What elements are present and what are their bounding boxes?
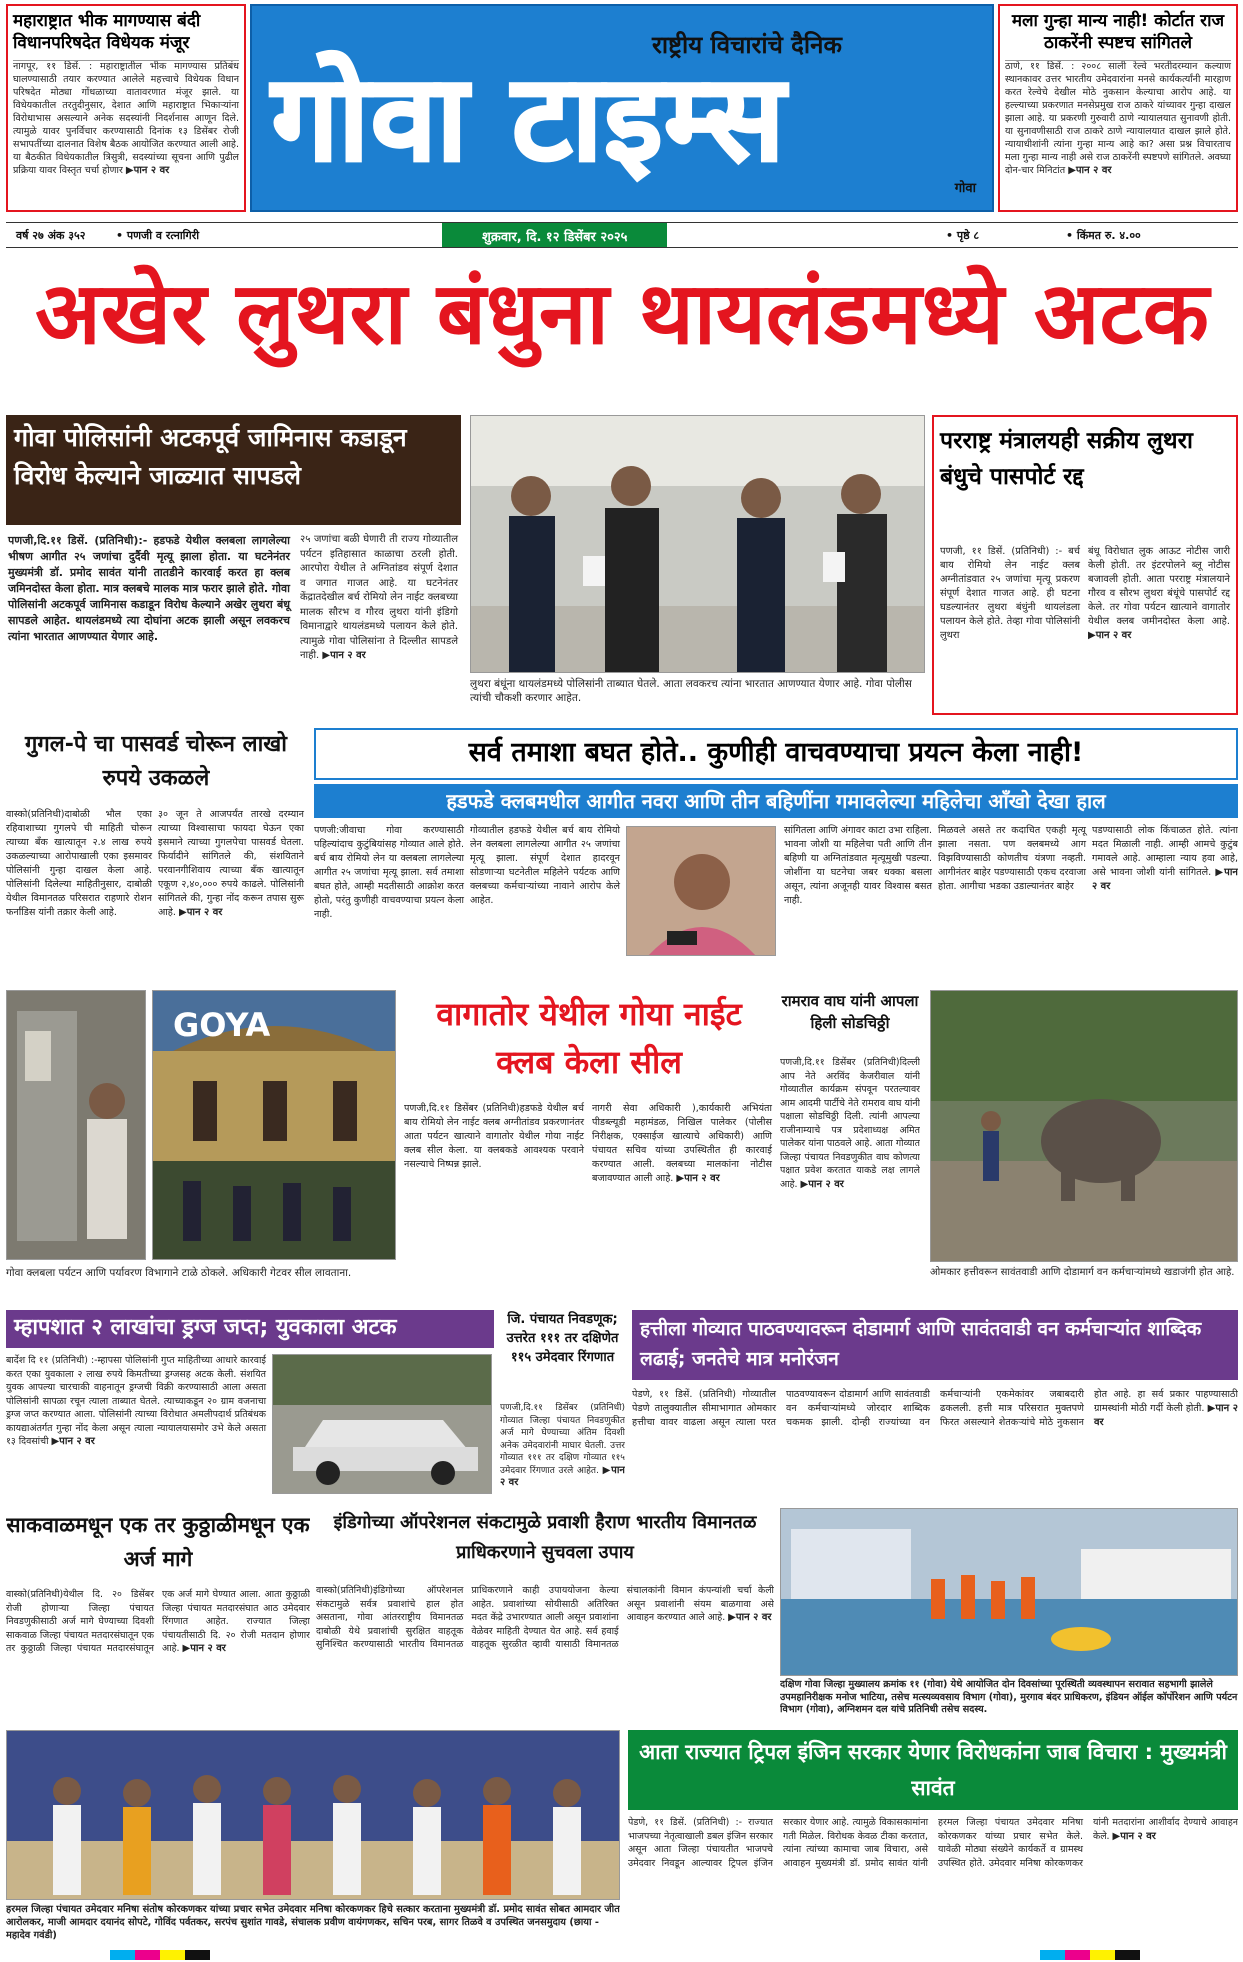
sakwal-body: वास्को(प्रतिनिधी)येथील दि. २० डिसेंबर रोजी होणाऱ्या जिल्हा पंचायत निवडणुकीसाठी अर्ज मागे घेण्याच्या दिवशी साकवाळ जिल्हा पंचायत मतदारसंघातून एक तर कुठ्ठाळी जिल्हा पंचायत मतदारसंघातून एक अर्ज मागे घेण्यात आला. आता कुठ्ठाळी जिल्हा पंचायत मतदारसंघात आठ उमेदवार रिंगणात आहेत. राज्यात जिल्हा पंचायतीसाठी दि. २० रोजी मतदान होणार आहे. [6, 1589, 310, 1654]
elephant-fight-continued[interactable]: ▶पान २ वर [1094, 1403, 1238, 1428]
left-ear-body: नागपूर, ११ डिसें. : महाराष्ट्रातील भीक मागण्यास प्रतिबंध घालण्यासाठी तयार करण्यात आलेले महत्त्वाचे विधेयक विधान परिषदेत मोठ्या गोंधळाच्या वातावरणात मंजूर झाले. या विधेयकातील तरतुदीनुसार, देशात आणि महाराष्ट्रात भिकाऱ्यांना विरोधाभास असल्याने अनेक सदस्यांनी निदर्शनास आणून दिले. त्यामुळे यावर पुनर्विचार करण्यासाठी दिनांक १३ डिसेंबर रोजी सभापतींच्या दालनात विशेष बैठक आयोजित करण्यात आली आहे. या बैठकीत विधेयकातील त्रिसुत्री, सदस्यांच्या सूचना आणि पुढील प्रक्रिया यावर विस्तृत चर्चा होणार [13, 61, 239, 176]
triple-engine-headline: आता राज्यात ट्रिपल इंजिन सरकार येणार विरोधकांना जाब विचारा : मुख्यमंत्री सावंत [628, 1730, 1238, 1810]
sakwal-headline: साकवाळमधून एक तर कुठ्ठाळीमधून एक अर्ज मागे [6, 1513, 310, 1571]
indigo-headline: इंडिगोच्या ऑपरेशनल संकटामुळे प्रवाशी हैराण भारतीय विमानतळ प्राधिकरणाने सुचवला उपाय [333, 1512, 757, 1563]
arrest-photo-caption: लुथरा बंधूंना थायलंडमध्ये पोलिसांनी ताब्यात घेतले. आता लवकरच त्यांना भारतात आणण्यात येणार आहे. गोवा पोलीस त्यांची चौकशी करणार आहेत. [470, 678, 912, 704]
passport-headline: परराष्ट्र मंत्रालयही सक्रीय लुथरा बंधुचे पासपोर्ट रद्द [940, 428, 1193, 490]
elephant-fight-story [632, 1310, 1238, 1500]
drill-photo-caption: दक्षिण गोवा जिल्हा मुख्यालय क्रमांक ११ (गोवा) येथे आयोजित दोन दिवसांच्या पूरस्थिती व्यवस्थापन सरावात सहभागी झालेले उपमहानिरीक्षक मनोज भाटिया, तसेच मत्स्यव्यवसाय विभाग (गोवा), मुरगाव बंदर प्राधिकरण, इंडियन ऑईल कॉर्पोरेशन आणि पर्यटन विभाग (गोवा), अग्निशमन दल यांचे प्रतिनिधी तसेच सदस्य. [780, 1679, 1238, 1715]
left-ear-continued[interactable]: ▶पान २ वर [125, 165, 170, 176]
sodchitti-headline: रामराव वाघ यांनी आपला हिली सोडचिठ्ठी [781, 992, 919, 1032]
police-col2b: त्यामुळे गोवा पोलिसांना ते दिल्लीत सापडले नाही. [300, 635, 458, 661]
triple-engine-continued[interactable]: ▶पान २ वर [1112, 1830, 1156, 1842]
indigo-continued[interactable]: ▶पान २ वर [728, 1612, 772, 1623]
goya-club-photo [152, 990, 396, 1260]
passport-story [932, 415, 1238, 715]
edition-label: • पणजी व रत्नागिरी [116, 229, 200, 242]
eyewitness-subhead: हडफडे क्लबमधील आगीत नवरा आणि तीन बहिणींना गमावलेल्या महिलेचा आँखो देखा हाल [314, 784, 1238, 818]
elephant-photo-caption: ओमकार हत्तीवरून सावंतवाडी आणि दोडामार्ग वन कर्मचाऱ्यांमध्ये खडाजंगी होत आहे. [930, 1267, 1235, 1278]
zp-continued[interactable]: ▶पान २ वर [500, 1464, 625, 1488]
police-headline: गोवा पोलिसांनी अटकपूर्व जामिनास कडाडून विरोध केल्याने जाळ्यात सापडले [6, 415, 461, 525]
eyewitness-headline: सर्व तमाशा बघत होते.. कुणीही वाचवण्याचा प्रयत्न केला नाही! [314, 728, 1238, 780]
passport-continued[interactable]: ▶पान २ वर [1088, 630, 1132, 641]
drugs-continued[interactable]: ▶पान २ वर [51, 1436, 95, 1447]
eyewitness-col4: मिळवले असते तर कदाचित एकही मृत्यू झाला नसता. पण क्लबमध्ये आग विझविण्यासाठी कोणतीच यंत्रणा नव्हती. आगीनंतर बाहेर पडण्यासाठी एकच दरवाजा होता. आगीचा भडका उडाल्यानंतर बाहेर [938, 825, 1086, 892]
elephant-fight-body: पेडणे, ११ डिसें. (प्रतिनिधी) गोव्यातील पेडणे तालुक्यातील सीमाभागात ओमकार हत्तीचा वावर वाढला असून त्याला परत पाठवण्यावरून दोडामार्ग आणि सावंतवाडी वन कर्मचाऱ्यांमध्ये जोरदार शाब्दिक चकमक झाली. दोन्ही राज्यांच्या वन कर्मचाऱ्यांनी एकमेकांवर जबाबदारी ढकलली. हत्ती मात्र परिसरात मुक्तपणे फिरत असल्याने शेतकऱ्यांचे मोठे नुकसान होत आहे. हा सर्व प्रकार पाहण्यासाठी ग्रामस्थांनी मोठी गर्दी केली होती. [632, 1389, 1238, 1428]
felicitation-photo-caption: हरमल जिल्हा पंचायत उमेदवार मनिषा संतोष कोरकणकर यांच्या प्रचार सभेत उमेदवार मनिषा कोरकणकर हिचे सत्कार करताना मुख्यमंत्री डॉ. प्रमोद सावंत सोबत आमदार जीत आरोलकर, माजी आमदार दयानंद सोपटे, गोविंद पर्वतकर, सरपंच सुशांत गावडे, संचालक प्रवीण वायंगणकर, सचिन परब, सागर तिळवे व उपस्थित जनसमुदाय (छाया - महादेव गवंडी) [6, 1904, 620, 1941]
registration-marks-right [1040, 1950, 1140, 1960]
drugs-headline: म्हापशात २ लाखांचा ड्रग्ज जप्त; युवकाला अटक [6, 1310, 494, 1348]
masthead-box [250, 4, 994, 212]
drill-photo-block [780, 1508, 1238, 1730]
vagator-photo-caption: गोवा क्लबला पर्यटन आणि पर्यावरण विभागाने टाळे ठोकले. अधिकारी गेटवर सील लावताना. [6, 1267, 352, 1279]
indigo-story [316, 1508, 774, 1718]
eyewitness-col5: पडण्यासाठी लोक किंचाळत होते. त्यांना मदत मिळाली नाही. आम्ही आमचे कुटुंब गमावले आहे. आम्हाला न्याय हवा आहे, असे भावना जोशी यांनी सांगितले. [1092, 825, 1238, 878]
vagator-headline: वागातोर येथील गोया नाईट क्लब केला सील [436, 995, 742, 1081]
lead-banner-headline: अखेर लुथरा बंधुना थायलंडमध्ये अटक [35, 264, 1209, 364]
triple-engine-story [628, 1730, 1238, 1958]
vagator-continued[interactable]: ▶पान २ वर [676, 1173, 720, 1184]
eyewitness-col3: सांगितला आणि अंगावर काटा उभा राहिला. भावना जोशी या महिलेचा पती आणि तीन बहिणी या अग्नितांडवात मृत्यूमुखी पडल्या. जोशींना या घटनेचा जबर धक्का बसला असून, त्यांना अजूनही यावर विश्वास बसत नाही. [784, 825, 932, 906]
left-ear-box [6, 4, 246, 212]
zp-story [500, 1310, 625, 1500]
police-story [6, 415, 461, 715]
indigo-body: वास्को(प्रतिनिधी)इंडिगोच्या ऑपरेशनल संकटामुळे सर्वत्र प्रवाशांचे हाल होत असताना, गोवा आंतरराष्ट्रीय विमानतळ दाबोळी येथे प्रवाशांची सुरक्षित वाहतूक सुनिश्चित करण्यासाठी भारतीय विमानतळ प्राधिकरणाने काही उपाययोजना केल्या आहेत. प्रवाशांच्या सोयीसाठी अतिरिक्त मदत केंद्रे उभारण्यात आली असून प्रवाशांना वेळेवर माहिती देण्यात येत आहे. सर्व हवाई वाहतूक सुरळीत व्हावी यासाठी विमानतळ संचालकांनी विमान कंपन्यांशी चर्चा केली असून प्रवाशांनी संयम बाळगावा असे आवाहन करण्यात आले आहे. [316, 1585, 774, 1650]
masthead-tagline: राष्ट्रीय विचारांचे दैनिक [652, 31, 842, 59]
price: • किंमत रु. ४.०० [1066, 229, 1141, 242]
masthead-city: गोवा [954, 181, 976, 196]
elephant-photo [930, 990, 1238, 1262]
elephant-photo-block [930, 990, 1238, 1300]
drill-photo [780, 1508, 1238, 1676]
seized-car-photo [272, 1354, 492, 1494]
vagator-story [404, 990, 774, 1300]
gpay-col1: वास्को(प्रतिनिधी)दाबोळी भौल एका रहिवाशाच्या गुगलपे ची माहिती चोरून त्याच्या बँक खात्यातून २.४ लाख रुपये उकळल्याच्या आरोपाखाली एका इसमावर पोलिसांनी गुन्हा दाखल केला आहे. पोलिसांनी दिलेल्या माहितीनुसार, दाबोळी येथील विमानतळ परिसरात राहणारे रोशन फर्नांडिस यांनी तक्रार केली आहे. [6, 809, 152, 918]
vagator-photos [6, 990, 396, 1300]
arrest-photo [470, 415, 925, 673]
elephant-fight-headline: हत्तीला गोव्यात पाठवण्यावरून दोडामार्ग आणि सावंतवाडी वन कर्मचाऱ्यांत शाब्दिक लढाई; जनतेचे मात्र मनोरंजन [632, 1310, 1238, 1380]
goya-sign: GOYA [173, 1006, 271, 1044]
right-ear-headline: मला गुन्हा मान्य नाही! कोर्टात राज ठाकरेंनी स्पष्टच सांगितले [1011, 11, 1225, 53]
sodchitti-continued[interactable]: ▶पान २ वर [800, 1178, 844, 1190]
sakwal-story [6, 1508, 310, 1718]
eyewitness-col1: पणजी:जीवाचा गोवा करण्यासाठी पहिल्यांदाच कुटुंबियांसह गोव्यात आले होते. बर्च बाय रोमियो लेन या क्लबला लागलेल्या आगीत २५ जणांचा मृत्यू झाला. सर्व तमाशा बघत होते, आम्ही मदतीसाठी आक्रोश करत होतो, परंतु कुणीही वाचवण्याचा प्रयत्न केला नाही. [314, 825, 464, 920]
eyewitness-continued[interactable]: ▶पान २ वर [1092, 867, 1238, 892]
drugs-story [6, 1310, 494, 1500]
gpay-story [6, 728, 306, 978]
eyewitness-woman-photo [626, 826, 776, 956]
zp-body: पणजी,दि.११ डिसेंबर (प्रतिनिधी) गोव्यात जिल्हा पंचायत निवडणुकीत अर्ज मागे घेण्याच्या अंतिम दिवशी अनेक उमेदवारांनी माघार घेतली. उत्तर गोव्यात १११ तर दक्षिण गोव्यात ११५ उमेदवार रिंगणात उरले आहेत. [500, 1403, 625, 1476]
police-col2: २५ जणांचा बळी घेणारी ती राज्य गोव्यातील पर्यटन इतिहासात काळाचा ठरली होती. आरपोरा येथील ते अग्नितांडव संपूर्ण देशात व जगात गाजत आहे. या घटनेनंतर केंद्रातदेखील बर्च रोमियो लेन नाईट क्लबच्या मालक सौरभ व गौरव लुथरा यांनी इंडिगो विमानाद्वारे थायलंडमध्ये पलायन केले होते. [300, 534, 458, 632]
right-ear-body: ठाणे, ११ डिसें. : २००८ साली रेल्वे भरतीदरम्यान कल्याण स्थानकावर उत्तर भारतीय उमेदवारांना मनसे कार्यकर्त्यांनी मारहाण करत रेल्वेचे देखील मोठे नुकसान केल्याचा आरोप आहे. या हल्ल्याच्या प्रकरणात मनसेप्रमुख राज ठाकरे यांच्यावर गुन्हा दाखल झाला आहे. या प्रकरणी गुरुवारी ठाणे न्यायालयात सुनावणी होती. या सुनावणीसाठी राज ठाकरे ठाणे न्यायालयात दाखल झाले होते. न्यायाधीशांनी त्यांना गुन्हा मान्य आहे का? असा प्रश्न विचारताच मला गुन्हा मान्य नाही असे राज ठाकरेंनी स्पष्टपणे सांगितले. अवघ्या दोन-चार मिनिटांत [1005, 61, 1231, 176]
masthead-title: गोवा टाइम्स [272, 49, 787, 187]
passport-col1: पणजी, ११ डिसें. (प्रतिनिधी) :- बर्च बाय रोमियो लेन नाईट क्लब अग्नीतांडवात २५ जणांचा मृत्यू प्रकरण संपूर्ण देशात गाजत आहे. ही घटना घडल्यानंतर लुथरा बंधुंनी थायलंडला पलायन केले होते. तेव्हा गोवा पोलिसांनी लुथरा [940, 546, 1080, 641]
sodchitti-body: पणजी,दि.११ डिसेंबर (प्रतिनिधी)दिल्ली आप नेते अरविंद केजरीवाल यांनी गोव्यातील कार्यक्रम संपवून परतल्यावर आम आदमी पार्टीचे नेते रामराव वाघ यांनी पक्षाला सोडचिठ्ठी दिली. त्यांनी आपल्या राजीनाम्याचे पत्र प्रदेशाध्यक्ष अमित पालेकर यांना पाठवले आहे. आता गोव्यात जिल्हा पंचायत निवडणुकीत वाघ कोणत्या पक्षात प्रवेश करतात याकडे लक्ष लागले आहे. [780, 1057, 920, 1190]
gpay-headline: गुगल-पे चा पासवर्ड चोरून लाखो रुपये उकळले [25, 732, 287, 791]
registration-marks [110, 1950, 210, 1960]
passport-col2: बंधू विरोधात लुक आऊट नोटीस जारी केली होती. तर इंटरपोलने ब्लू नोटीस बजावली होती. आता परराष्ट्र मंत्रालयाने गौरव व सौरभ लुथरा बंधूंचे पासपोर्ट रद्द केले. तर गोवा पर्यटन खात्याने वागातोर येथील क्लब जमीनदोस्त केला आहे. [1088, 546, 1230, 627]
left-ear-headline: महाराष्ट्रात भीक मागण्यास बंदी विधानपरिषदेत विधेयक मंजूर [13, 11, 201, 53]
triple-engine-body: पेडणे, ११ डिसें. (प्रतिनिधी) :- राज्यात भाजपच्या नेतृत्वाखाली डबल इंजिन सरकार असून आता जिल्हा पंचायतीत भाजपचे उमेदवार निवडून आल्यावर ट्रिपल इंजिन सरकार येणार आहे. त्यामुळे विकासकामांना गती मिळेल. विरोधक केवळ टीका करतात, त्यांना त्यांच्या कामाचा जाब विचारा, असे आवाहन मुख्यमंत्री डॉ. प्रमोद सावंत यांनी हरमल जिल्हा पंचायत उमेदवार मनिषा कोरकणकर यांच्या प्रचार सभेत केले. यावेळी मोठ्या संख्येने कार्यकर्ते व ग्रामस्थ उपस्थित होते. उमेदवार मनिषा कोरकणकर यांनी मतदारांना आशीर्वाद देण्याचे आवाहन केले. [628, 1817, 1238, 1869]
felicitation-photo [6, 1730, 620, 1900]
page-count: • पृष्ठे ८ [946, 229, 980, 242]
eyewitness-story [314, 728, 1238, 978]
vagator-col1: पणजी,दि.११ डिसेंबर (प्रतिनिधी)हडफडे येथील बर्च बाय रोमियो लेन नाईट क्लब अग्नीतांडव प्रकरणानंतर आता पर्यटन खात्याने वागातोर येथील गोया नाईट क्लब सील केला. या क्लबकडे आवश्यक परवाने नसल्याचे निष्पन्न झाले. [404, 1103, 584, 1170]
issue-date: शुक्रवार, दि. १२ डिसेंबर २०२५ [442, 223, 667, 248]
eyewitness-col2: गोव्यातील हडफडे येथील बर्च बाय रोमियो लेन क्लबला लागलेल्या आगीत २५ जणांचा मृत्यू झाला. संपूर्ण देशात हादरवून सोडणाऱ्या घटनेतील महिलेने पर्यटक आणि क्लबच्या कर्मचाऱ्यांच्या नावाने आरोप केले आहेत. [470, 825, 620, 906]
sakwal-continued[interactable]: ▶पान २ वर [182, 1643, 226, 1654]
drugs-body: बार्देश दि ११ (प्रतिनिधी) :-म्हापसा पोलिसांनी गुप्त माहितीच्या आधारे कारवाई करत एका युवकाला २ लाख रुपये किमतीच्या ड्रग्जसह अटक केली. संशयित युवक आपल्या चारचाकी वाहनातून ड्रग्जची विक्री करण्यासाठी आला असता पोलिसांनी सापळा रचून त्याला ताब्यात घेतले. त्याच्याकडून २० ग्राम वजनाचा ड्रग्ज जप्त करण्यात आला. पोलिसांनी त्याच्या विरोधात अमलीपदार्थ प्रतिबंधक कायद्याअंतर्गत गुन्हा नोंद केला असून त्याला न्यायालयासमोर उभे केले असता १३ दिवसांची [6, 1355, 266, 1447]
right-ear-box [998, 4, 1238, 212]
zp-headline: जि. पंचायत निवडणूक; उत्तरेत १११ तर दक्षिणेत ११५ उमेदवार रिंगणात [506, 1312, 619, 1365]
date-strip [6, 222, 1238, 248]
sodchitti-story [780, 990, 920, 1300]
vagator-col2: नागरी सेवा अधिकारी ),कार्यकारी अभियंता पीडब्ल्यूडी महामंडळ, निखिल पालेकर (पोलीस निरीक्षक, एक्साईज खात्याचे अधिकारी) आणि पंचायत सचिव यांच्या उपस्थितीत ही कारवाई करण्यात आली. क्लबच्या मालकांना नोटीस बजावण्यात आली आहे. [592, 1103, 772, 1184]
gpay-continued[interactable]: ▶पान २ वर [179, 907, 223, 918]
police-continued[interactable]: ▶पान २ वर [322, 650, 366, 661]
arrest-photo-block [470, 415, 925, 715]
right-ear-continued[interactable]: ▶पान २ वर [1068, 165, 1112, 176]
club-seal-photo [6, 990, 146, 1260]
police-lead: पणजी,दि.११ डिसें. (प्रतिनिधी):- हडफडे येथील क्लबला लागलेल्या भीषण आगीत २५ जणांचा दुर्दैवी मृत्यू झाला होता. या घटनेनंतर मुख्यमंत्री डॉ. प्रमोद सावंत यांनी तातडीने कारवाई करत हा क्लब जमिनदोस्त केला होता. मात्र क्लबचे मालक मात्र फरार झाले होते. गोवा पोलिसांनी अटकपूर्व जामिनास कडाडून विरोध केल्याने अखेर लुथरा बंधू सापडले आहेत. थायलंडमध्ये त्या दोघांना अटक झाली असून लवकरच त्यांना भारतात आणण्यात येणार आहे. [8, 534, 290, 643]
issue-number: वर्ष २७ अंक ३५२ [16, 229, 86, 242]
gpay-col2: ३० जून ते आजपर्यंत तारखे दरम्यान त्याच्या विश्वासाचा फायदा घेऊन एका इसमाने त्याच्या गुगलपेचा पासवर्ड घेतला. फिर्यादीने सांगितले की, संशयिताने परवानगीशिवाय त्याच्या बँक खात्यातून एकूण २,४०,००० रुपये काढले. पोलिसांनी सांगितले की, गुन्हा नोंद करून तपास सुरू आहे. [158, 809, 304, 918]
felicitation-photo-block [6, 1730, 620, 1958]
